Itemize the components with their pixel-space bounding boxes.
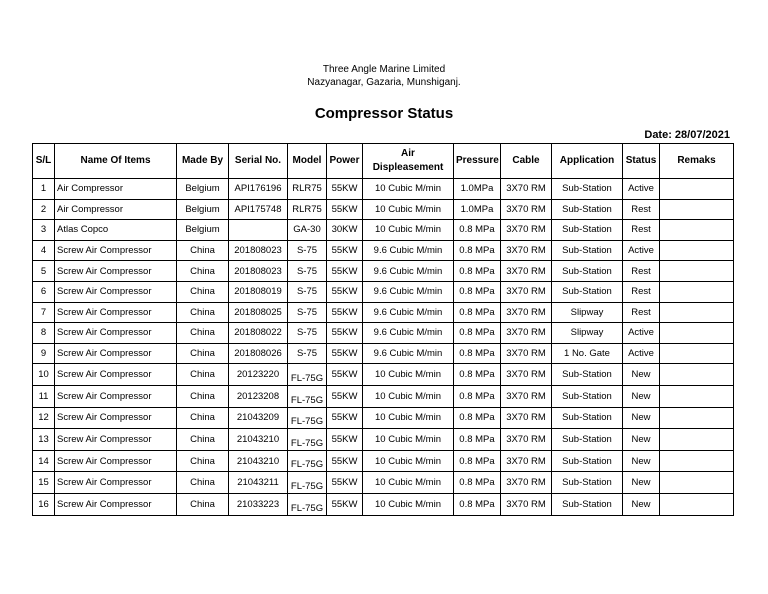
cell-status: Rest: [623, 261, 660, 282]
cell-name: Screw Air Compressor: [55, 493, 177, 515]
cell-model: FL-75G: [288, 364, 327, 386]
cell-status: New: [623, 364, 660, 386]
cell-cable: 3X70 RM: [501, 385, 552, 407]
cell-model: FL-75G: [288, 429, 327, 451]
cell-application: Sub-Station: [552, 407, 623, 429]
cell-status: Rest: [623, 220, 660, 241]
cell-pressure: 0.8 MPa: [454, 302, 501, 323]
table-row: [33, 385, 734, 407]
company-name: Three Angle Marine Limited: [322, 64, 446, 75]
cell-pressure: 0.8 MPa: [454, 364, 501, 386]
table-row: [33, 302, 734, 323]
cell-name: Air Compressor: [55, 179, 177, 200]
col-header-power: Power: [327, 144, 363, 179]
cell-name: Screw Air Compressor: [55, 281, 177, 302]
cell-serial: 201808019: [229, 281, 288, 302]
cell-pressure: 0.8 MPa: [454, 407, 501, 429]
cell-status: New: [623, 429, 660, 451]
cell-remarks: [660, 429, 734, 451]
cell-power: 55KW: [327, 343, 363, 364]
cell-remarks: [660, 281, 734, 302]
cell-air-displacement: 9.6 Cubic M/min: [363, 261, 454, 282]
cell-made-by: China: [177, 240, 229, 261]
cell-pressure: 0.8 MPa: [454, 240, 501, 261]
table-row: [33, 429, 734, 451]
cell-air-displacement: 9.6 Cubic M/min: [363, 302, 454, 323]
cell-made-by: China: [177, 281, 229, 302]
cell-made-by: Belgium: [177, 179, 229, 200]
cell-pressure: 0.8 MPa: [454, 429, 501, 451]
document-title: Compressor Status: [314, 105, 454, 122]
cell-model: S-75: [288, 343, 327, 364]
cell-application: Sub-Station: [552, 429, 623, 451]
cell-cable: 3X70 RM: [501, 407, 552, 429]
cell-made-by: Belgium: [177, 220, 229, 241]
compressor-status-table: [32, 143, 734, 516]
cell-made-by: China: [177, 450, 229, 472]
cell-serial: 21043209: [229, 407, 288, 429]
cell-made-by: China: [177, 407, 229, 429]
cell-status: New: [623, 493, 660, 515]
cell-remarks: [660, 179, 734, 200]
col-header-serial: Serial No.: [229, 144, 288, 179]
cell-made-by: Belgium: [177, 199, 229, 220]
cell-model: RLR75: [288, 199, 327, 220]
cell-cable: 3X70 RM: [501, 240, 552, 261]
cell-model: FL-75G: [288, 385, 327, 407]
cell-power: 55KW: [327, 429, 363, 451]
cell-remarks: [660, 323, 734, 344]
cell-power: 55KW: [327, 199, 363, 220]
table-row: [33, 220, 734, 241]
cell-cable: 3X70 RM: [501, 364, 552, 386]
table-row: [33, 281, 734, 302]
cell-status: Rest: [623, 302, 660, 323]
cell-name: Screw Air Compressor: [55, 302, 177, 323]
cell-pressure: 0.8 MPa: [454, 323, 501, 344]
cell-status: New: [623, 472, 660, 494]
cell-cable: 3X70 RM: [501, 281, 552, 302]
cell-application: Sub-Station: [552, 364, 623, 386]
cell-application: Sub-Station: [552, 385, 623, 407]
cell-sl: 3: [33, 220, 55, 241]
cell-power: 55KW: [327, 472, 363, 494]
cell-name: Screw Air Compressor: [55, 343, 177, 364]
cell-cable: 3X70 RM: [501, 261, 552, 282]
table-row: [33, 199, 734, 220]
cell-sl: 12: [33, 407, 55, 429]
cell-cable: 3X70 RM: [501, 429, 552, 451]
cell-serial: 201808023: [229, 261, 288, 282]
cell-remarks: [660, 450, 734, 472]
cell-model: S-75: [288, 302, 327, 323]
col-header-name: Name Of Items: [55, 144, 177, 179]
cell-serial: 21043210: [229, 450, 288, 472]
cell-made-by: China: [177, 343, 229, 364]
cell-cable: 3X70 RM: [501, 302, 552, 323]
cell-pressure: 1.0MPa: [454, 179, 501, 200]
cell-serial: 20123220: [229, 364, 288, 386]
cell-sl: 14: [33, 450, 55, 472]
cell-air-displacement: 9.6 Cubic M/min: [363, 343, 454, 364]
cell-model: GA-30: [288, 220, 327, 241]
cell-model: FL-75G: [288, 407, 327, 429]
cell-application: Slipway: [552, 323, 623, 344]
col-header-made-by: Made By: [177, 144, 229, 179]
cell-power: 55KW: [327, 323, 363, 344]
table-row: [33, 323, 734, 344]
col-header-application: Application: [552, 144, 623, 179]
cell-remarks: [660, 220, 734, 241]
cell-remarks: [660, 343, 734, 364]
cell-pressure: 1.0MPa: [454, 199, 501, 220]
cell-air-displacement: 10 Cubic M/min: [363, 450, 454, 472]
cell-power: 30KW: [327, 220, 363, 241]
cell-made-by: China: [177, 472, 229, 494]
cell-remarks: [660, 407, 734, 429]
cell-made-by: China: [177, 429, 229, 451]
cell-model: FL-75G: [288, 493, 327, 515]
cell-air-displacement: 10 Cubic M/min: [363, 364, 454, 386]
cell-status: Rest: [623, 281, 660, 302]
company-address: Nazyanagar, Gazaria, Munshiganj.: [307, 77, 461, 88]
cell-sl: 1: [33, 179, 55, 200]
cell-model: FL-75G: [288, 472, 327, 494]
cell-air-displacement: 9.6 Cubic M/min: [363, 281, 454, 302]
cell-air-displacement: 10 Cubic M/min: [363, 220, 454, 241]
table-row: [33, 493, 734, 515]
cell-cable: 3X70 RM: [501, 220, 552, 241]
document-date: Date: 28/07/2021: [644, 129, 730, 141]
cell-power: 55KW: [327, 302, 363, 323]
cell-air-displacement: 10 Cubic M/min: [363, 199, 454, 220]
cell-made-by: China: [177, 261, 229, 282]
cell-model: FL-75G: [288, 450, 327, 472]
cell-application: Sub-Station: [552, 220, 623, 241]
cell-air-displacement: 10 Cubic M/min: [363, 179, 454, 200]
col-header-status: Status: [623, 144, 660, 179]
cell-air-displacement: 9.6 Cubic M/min: [363, 323, 454, 344]
cell-sl: 15: [33, 472, 55, 494]
cell-application: Sub-Station: [552, 261, 623, 282]
cell-sl: 8: [33, 323, 55, 344]
cell-status: New: [623, 450, 660, 472]
cell-name: Screw Air Compressor: [55, 385, 177, 407]
cell-application: Sub-Station: [552, 179, 623, 200]
cell-application: Sub-Station: [552, 240, 623, 261]
table-row: [33, 450, 734, 472]
cell-name: Screw Air Compressor: [55, 429, 177, 451]
cell-name: Screw Air Compressor: [55, 240, 177, 261]
cell-power: 55KW: [327, 407, 363, 429]
cell-power: 55KW: [327, 385, 363, 407]
cell-name: Air Compressor: [55, 199, 177, 220]
cell-cable: 3X70 RM: [501, 199, 552, 220]
cell-name: Screw Air Compressor: [55, 323, 177, 344]
cell-sl: 10: [33, 364, 55, 386]
cell-model: S-75: [288, 261, 327, 282]
cell-remarks: [660, 199, 734, 220]
cell-status: Active: [623, 240, 660, 261]
col-header-remarks: Remaks: [660, 144, 734, 179]
cell-power: 55KW: [327, 364, 363, 386]
cell-air-displacement: 10 Cubic M/min: [363, 472, 454, 494]
cell-model: S-75: [288, 240, 327, 261]
cell-pressure: 0.8 MPa: [454, 450, 501, 472]
cell-sl: 2: [33, 199, 55, 220]
cell-sl: 6: [33, 281, 55, 302]
cell-sl: 9: [33, 343, 55, 364]
cell-pressure: 0.8 MPa: [454, 220, 501, 241]
cell-pressure: 0.8 MPa: [454, 493, 501, 515]
cell-cable: 3X70 RM: [501, 179, 552, 200]
cell-sl: 11: [33, 385, 55, 407]
cell-power: 55KW: [327, 179, 363, 200]
cell-serial: 201808025: [229, 302, 288, 323]
cell-serial: API176196: [229, 179, 288, 200]
cell-status: New: [623, 385, 660, 407]
table-row: [33, 407, 734, 429]
cell-serial: 201808023: [229, 240, 288, 261]
col-header-model: Model: [288, 144, 327, 179]
cell-pressure: 0.8 MPa: [454, 343, 501, 364]
cell-status: Active: [623, 179, 660, 200]
cell-made-by: China: [177, 364, 229, 386]
table-body: [33, 179, 734, 516]
cell-air-displacement: 9.6 Cubic M/min: [363, 240, 454, 261]
cell-application: 1 No. Gate: [552, 343, 623, 364]
cell-application: Sub-Station: [552, 281, 623, 302]
cell-made-by: China: [177, 493, 229, 515]
table-row: [33, 179, 734, 200]
cell-remarks: [660, 364, 734, 386]
cell-serial: API175748: [229, 199, 288, 220]
col-header-cable: Cable: [501, 144, 552, 179]
cell-status: Active: [623, 323, 660, 344]
cell-serial: 201808026: [229, 343, 288, 364]
cell-model: S-75: [288, 323, 327, 344]
cell-power: 55KW: [327, 281, 363, 302]
cell-model: S-75: [288, 281, 327, 302]
cell-cable: 3X70 RM: [501, 323, 552, 344]
cell-name: Screw Air Compressor: [55, 407, 177, 429]
cell-sl: 4: [33, 240, 55, 261]
cell-power: 55KW: [327, 261, 363, 282]
cell-application: Sub-Station: [552, 493, 623, 515]
cell-air-displacement: 10 Cubic M/min: [363, 493, 454, 515]
cell-remarks: [660, 240, 734, 261]
cell-remarks: [660, 493, 734, 515]
cell-sl: 16: [33, 493, 55, 515]
cell-remarks: [660, 385, 734, 407]
cell-power: 55KW: [327, 450, 363, 472]
table-row: [33, 364, 734, 386]
table-row: [33, 240, 734, 261]
cell-serial: 201808022: [229, 323, 288, 344]
col-header-sl: S/L: [33, 144, 55, 179]
cell-remarks: [660, 472, 734, 494]
cell-made-by: China: [177, 385, 229, 407]
cell-pressure: 0.8 MPa: [454, 281, 501, 302]
cell-name: Screw Air Compressor: [55, 472, 177, 494]
col-header-air-displacement: Air Displeasement: [363, 144, 454, 179]
cell-name: Screw Air Compressor: [55, 450, 177, 472]
cell-sl: 7: [33, 302, 55, 323]
cell-power: 55KW: [327, 240, 363, 261]
cell-cable: 3X70 RM: [501, 493, 552, 515]
cell-name: Screw Air Compressor: [55, 261, 177, 282]
cell-serial: [229, 220, 288, 241]
table-row: [33, 343, 734, 364]
cell-serial: 21043210: [229, 429, 288, 451]
cell-name: Screw Air Compressor: [55, 364, 177, 386]
cell-status: Active: [623, 343, 660, 364]
cell-remarks: [660, 302, 734, 323]
cell-air-displacement: 10 Cubic M/min: [363, 429, 454, 451]
cell-application: Sub-Station: [552, 450, 623, 472]
cell-made-by: China: [177, 323, 229, 344]
cell-made-by: China: [177, 302, 229, 323]
cell-cable: 3X70 RM: [501, 472, 552, 494]
cell-remarks: [660, 261, 734, 282]
cell-cable: 3X70 RM: [501, 343, 552, 364]
cell-air-displacement: 10 Cubic M/min: [363, 407, 454, 429]
cell-pressure: 0.8 MPa: [454, 385, 501, 407]
cell-application: Sub-Station: [552, 199, 623, 220]
cell-model: RLR75: [288, 179, 327, 200]
cell-name: Atlas Copco: [55, 220, 177, 241]
cell-status: Rest: [623, 199, 660, 220]
col-header-pressure: Pressure: [454, 144, 501, 179]
cell-serial: 21043211: [229, 472, 288, 494]
cell-status: New: [623, 407, 660, 429]
cell-cable: 3X70 RM: [501, 450, 552, 472]
cell-pressure: 0.8 MPa: [454, 472, 501, 494]
table-header-row: [33, 144, 734, 179]
cell-application: Slipway: [552, 302, 623, 323]
cell-sl: 13: [33, 429, 55, 451]
cell-application: Sub-Station: [552, 472, 623, 494]
cell-power: 55KW: [327, 493, 363, 515]
table-row: [33, 261, 734, 282]
cell-serial: 20123208: [229, 385, 288, 407]
table-row: [33, 472, 734, 494]
cell-sl: 5: [33, 261, 55, 282]
cell-air-displacement: 10 Cubic M/min: [363, 385, 454, 407]
cell-serial: 21033223: [229, 493, 288, 515]
cell-pressure: 0.8 MPa: [454, 261, 501, 282]
